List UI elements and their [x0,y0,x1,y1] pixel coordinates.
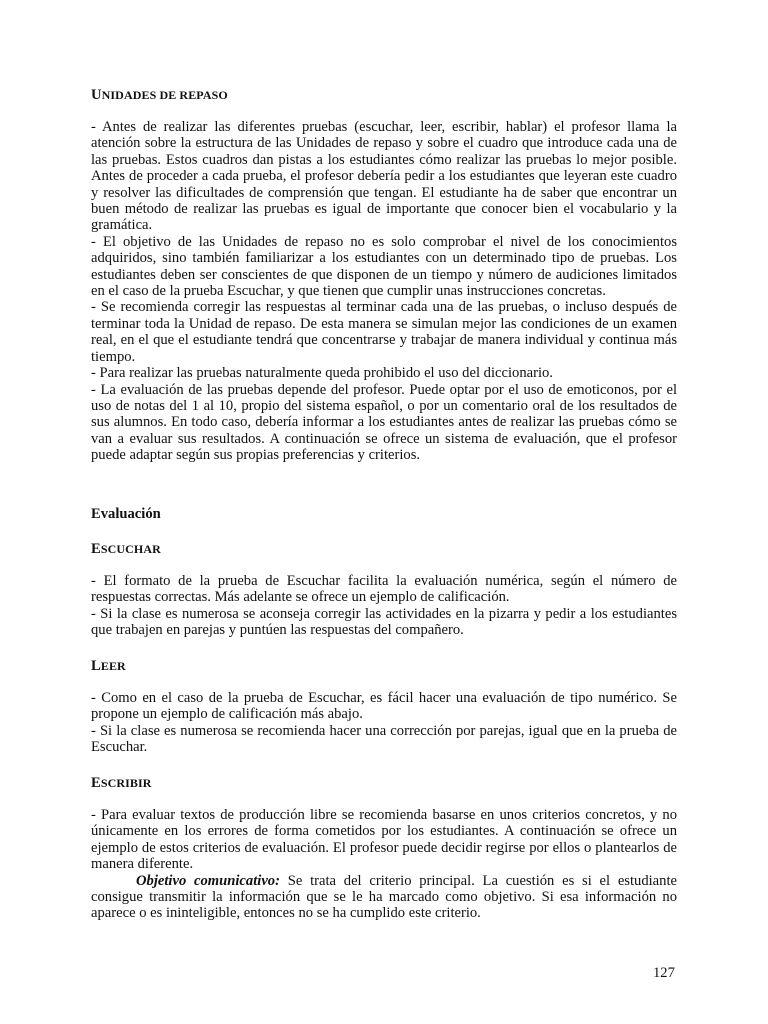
paragraph: - Se recomienda corregir las respuestas al terminar cada una de las pruebas, o incluso después de terminar toda la Unidad de repaso. De esta manera se simulan mejor las condiciones de un examen real, en el que el estudiante tendrá que concentrarse y trabajar de manera individual y continua más tiempo. [91,299,677,365]
heading-evaluacion: Evaluación [91,506,161,522]
objetivo-lead: Objetivo comunicativo: [136,872,280,889]
escuchar-body [91,573,677,639]
objetivo-paragraph [91,873,677,922]
paragraph: - El formato de la prueba de Escuchar facilita la evaluación numérica, según el número de respuestas correctas. Más adelante se ofrece un ejemplo de calificación. [91,573,677,606]
heading-escuchar: ESCUCHAR [91,541,161,557]
heading-unidades-de-repaso: UNIDADES DE REPASO [91,87,228,103]
heading-leer: LEER [91,658,126,674]
paragraph: - Si la clase es numerosa se recomienda hacer una corrección por parejas, igual que en la prueba de Escuchar. [91,722,677,756]
paragraph: - Si la clase es numerosa se aconseja corregir las actividades en la pizarra y pedir a los estudiantes que trabajen en parejas y puntúen las respuestas del compañero. [91,605,677,639]
heading-escribir: ESCRIBIR [91,775,152,791]
paragraph: - Para realizar las pruebas naturalmente queda prohibido el uso del diccionario. [91,365,553,382]
paragraph: - Antes de realizar las diferentes pruebas (escuchar, leer, escribir, hablar) el profesor llama la atención sobre la estructura de las Unidades de repaso y sobre el cuadro que introduce cada una de las pruebas. Estos cuadros dan pistas a los estudiantes cómo realizar las pruebas lo mejor posible. Antes de proceder a cada prueba, el profesor debería pedir a los estudiantes que leyeran este cuadro y resolver las dificultades de comprensión que tengan. El estudiante ha de saber que encontrar un buen método de realizar las pruebas es igual de importante que conocer bien el vocabulario y la gramática. [91,119,677,234]
page-number: 127 [653,965,675,981]
leer-body [91,690,677,756]
paragraph: - La evaluación de las pruebas depende del profesor. Puede optar por el uso de emoticonos, por el uso de notas del 1 al 10, propio del sistema español, o por un comentario oral de los resultados de sus alumnos. En todo caso, debería informar a los estudiantes antes de realizar las pruebas cómo se van a evaluar sus resultados. A continuación se ofrece un sistema de evaluación, que el profesor puede adaptar según sus propias preferencias y criterios. [91,381,677,464]
unidades-body [91,119,677,464]
paragraph: - Como en el caso de la prueba de Escuchar, es fácil hacer una evaluación de tipo numérico. Se propone un ejemplo de calificación más abajo. [91,690,677,723]
paragraph: - El objetivo de las Unidades de repaso no es solo comprobar el nivel de los conocimientos adquiridos, sino también familiarizar a los estudiantes con un determinado tipo de pruebas. Los estudiantes deben ser conscientes de que disponen de un tiempo y número de audiciones limitados en el caso de la prueba Escuchar, y que tienen que cumplir unas instrucciones concretas. [91,233,677,300]
objetivo-text: Se trata del criterio principal. La cuestión es si el estudiante consigue transmitir la información que se le ha marcado como objetivo. Si esa información no aparece o es ininteligible, entonces no se ha cumplido este criterio. [91,872,677,922]
paragraph: - Para evaluar textos de producción libre se recomienda basarse en unos criterios concretos, y no únicamente en los errores de forma cometidos por los estudiantes. A continuación se ofrece un ejemplo de estos criterios de evaluación. El profesor puede decidir regirse por ellos o plantearlos de manera diferente. [91,807,677,873]
escribir-body [91,807,677,922]
